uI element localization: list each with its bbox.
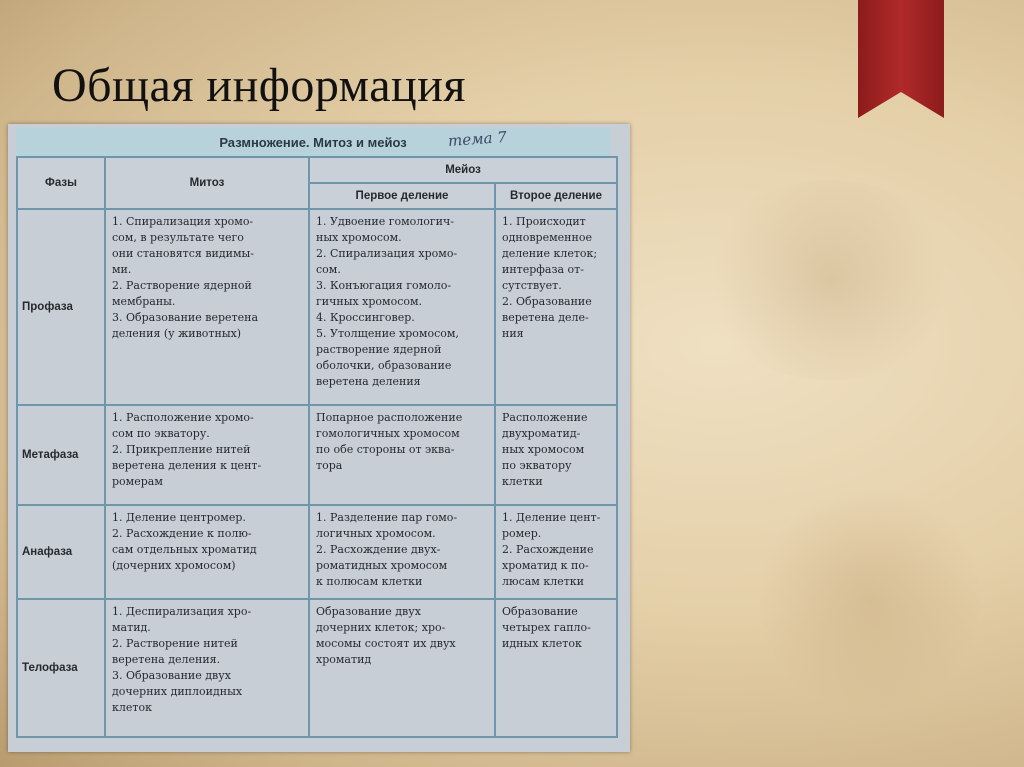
cell-text-line: гичных хромосом. — [316, 295, 423, 308]
slide-title: Общая информация — [52, 59, 466, 112]
table-header-row — [17, 157, 617, 183]
cell-text-line: сом. — [316, 263, 341, 276]
cell-text-line: 3. Образование двух — [112, 669, 231, 682]
cell-text-line: логичных хромосом. — [316, 527, 436, 540]
cell-text-line: матид. — [112, 621, 151, 634]
table-caption: Размножение. Митоз и мейоз — [16, 128, 610, 158]
cell-text-line: 1. Деление цент- — [502, 511, 601, 524]
phase-name-cell: Анафаза — [17, 505, 105, 599]
cell-text-line: ми. — [112, 263, 132, 276]
cell-text-line: веретена деления. — [112, 653, 221, 666]
textbook-photo — [8, 124, 630, 752]
cell-text-line: двухроматид- — [502, 427, 581, 440]
cell-text-line: сутствует. — [502, 279, 562, 292]
cell-text-line: ных хромосом — [502, 443, 585, 456]
cell-text-line: ния — [502, 327, 524, 340]
cell-text-line: веретена деления к цент- — [112, 459, 262, 472]
cell-text-line: тора — [316, 459, 343, 472]
header-first-division: Первое деление — [309, 183, 495, 209]
cell-text-line: 2. Расхождение — [502, 543, 594, 556]
cell-text-line: 3. Образование веретена — [112, 311, 259, 324]
first-cell — [309, 505, 495, 599]
header-meiosis: Мейоз — [309, 157, 617, 183]
cell-text-line: одновременное — [502, 231, 592, 244]
cell-text-line: по обе стороны от эква- — [316, 443, 455, 456]
mitosis-cell — [105, 505, 309, 599]
cell-text-line: они становятся видимы- — [112, 247, 255, 260]
bookmark-ribbon-icon — [858, 0, 944, 118]
cell-text-line: 2. Расхождение к полю- — [112, 527, 252, 540]
cell-text-line: 2. Прикрепление нитей — [112, 443, 251, 456]
cell-text-line: интерфаза от- — [502, 263, 584, 276]
cell-text-line: 2. Спирализация хромо- — [316, 247, 458, 260]
table-row — [17, 505, 617, 599]
cell-text-line: Образование — [502, 605, 578, 618]
cell-text-line: 4. Кроссинговер. — [316, 311, 415, 324]
cell-text-line: 5. Утолщение хромосом, — [316, 327, 459, 340]
cell-text-line: хроматид к по- — [502, 559, 589, 572]
cell-text-line: веретена деле- — [502, 311, 589, 324]
cell-text-line: роматидных хромосом — [316, 559, 448, 572]
cell-text-line: Образование двух — [316, 605, 421, 618]
mitosis-cell — [105, 209, 309, 405]
header-second-division: Второе деление — [495, 183, 617, 209]
cell-text-line: ромер. — [502, 527, 542, 540]
table-row — [17, 405, 617, 505]
second-cell — [495, 599, 617, 737]
cell-text-line: мосомы состоят их двух — [316, 637, 456, 650]
cell-text-line: клетки — [502, 475, 543, 488]
cell-text-line: 1. Расположение хромо- — [112, 411, 254, 424]
cell-text-line: деление клеток; — [502, 247, 598, 260]
second-cell — [495, 405, 617, 505]
cell-text-line: ных хромосом. — [316, 231, 402, 244]
table-row — [17, 209, 617, 405]
cell-text-line: четырех гапло- — [502, 621, 591, 634]
phase-name-cell: Профаза — [17, 209, 105, 405]
cell-text-line: хроматид — [316, 653, 372, 666]
cell-text-line: 2. Расхождение двух- — [316, 543, 441, 556]
cell-text-line: люсам клетки — [502, 575, 585, 588]
cell-text-line: Попарное расположение — [316, 411, 463, 424]
mitosis-meiosis-table — [16, 156, 618, 738]
first-cell — [309, 599, 495, 737]
mitosis-cell — [105, 405, 309, 505]
cell-text-line: клеток — [112, 701, 152, 714]
cell-text-line: сом, в результате чего — [112, 231, 244, 244]
paper-stain — [760, 480, 980, 720]
cell-text-line: растворение ядерной — [316, 343, 442, 356]
handwritten-note: тема 7 — [447, 127, 508, 151]
cell-text-line: дочерних диплоидных — [112, 685, 243, 698]
cell-text-line: 1. Происходит — [502, 215, 586, 228]
cell-text-line: мембраны. — [112, 295, 176, 308]
header-phases: Фазы — [17, 157, 105, 209]
cell-text-line: 1. Удвоение гомологич- — [316, 215, 454, 228]
cell-text-line: гомологичных хромосом — [316, 427, 460, 440]
second-cell — [495, 505, 617, 599]
cell-text-line: 1. Деспирализация хро- — [112, 605, 252, 618]
phase-name-cell: Метафаза — [17, 405, 105, 505]
cell-text-line: 1. Разделение пар гомо- — [316, 511, 458, 524]
cell-text-line: идных клеток — [502, 637, 582, 650]
first-cell — [309, 405, 495, 505]
cell-text-line: Расположение — [502, 411, 588, 424]
cell-text-line: 2. Растворение нитей — [112, 637, 238, 650]
phase-name-cell: Телофаза — [17, 599, 105, 737]
cell-text-line: к полюсам клетки — [316, 575, 423, 588]
table-row — [17, 599, 617, 737]
mitosis-cell — [105, 599, 309, 737]
cell-text-line: 1. Деление центромер. — [112, 511, 246, 524]
cell-text-line: сом по экватору. — [112, 427, 210, 440]
cell-text-line: сам отдельных хроматид — [112, 543, 257, 556]
cell-text-line: 3. Конъюгация гомоло- — [316, 279, 452, 292]
cell-text-line: по экватору — [502, 459, 572, 472]
first-cell — [309, 209, 495, 405]
paper-stain — [700, 180, 960, 380]
cell-text-line: дочерних клеток; хро- — [316, 621, 446, 634]
cell-text-line: веретена деления — [316, 375, 421, 388]
cell-text-line: 2. Образование — [502, 295, 592, 308]
cell-text-line: деления (у животных) — [112, 327, 242, 340]
cell-text-line: 2. Растворение ядерной — [112, 279, 252, 292]
cell-text-line: ромерам — [112, 475, 163, 488]
cell-text-line: (дочерних хромосом) — [112, 559, 236, 572]
cell-text-line: оболочки, образование — [316, 359, 452, 372]
cell-text-line: 1. Спирализация хромо- — [112, 215, 254, 228]
second-cell — [495, 209, 617, 405]
header-mitosis: Митоз — [105, 157, 309, 209]
